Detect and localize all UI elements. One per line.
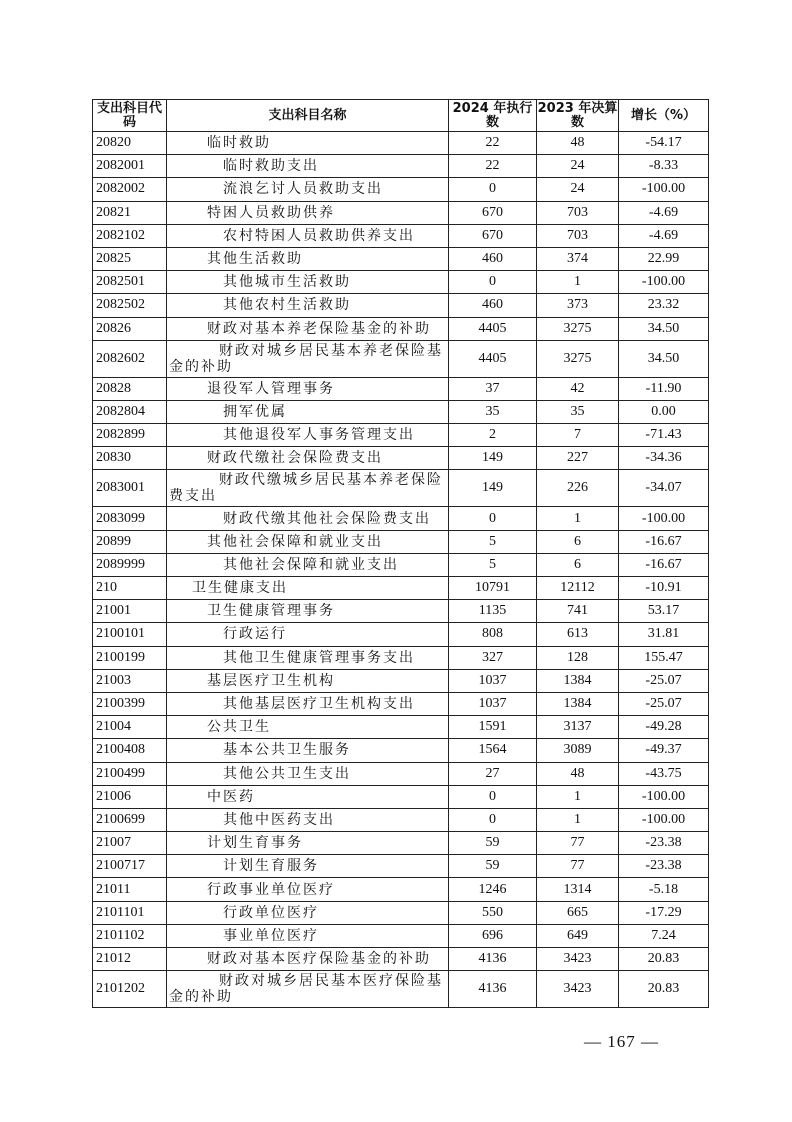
code-cell: 21007 <box>93 832 167 855</box>
table-row <box>93 924 709 947</box>
table-row <box>93 739 709 762</box>
value-2023-cell: 77 <box>537 855 619 878</box>
name-cell: 其他社会保障和就业支出 <box>167 553 449 576</box>
table-row <box>93 155 709 178</box>
growth-cell: 34.50 <box>619 317 709 340</box>
value-2024-cell: 460 <box>449 294 537 317</box>
table-row <box>93 447 709 470</box>
table-row <box>93 553 709 576</box>
value-2024-cell: 4136 <box>449 948 537 971</box>
name-cell: 其他农村生活救助 <box>167 294 449 317</box>
code-cell: 2101102 <box>93 924 167 947</box>
growth-cell: -100.00 <box>619 507 709 530</box>
growth-cell: -23.38 <box>619 832 709 855</box>
value-2023-cell: 703 <box>537 224 619 247</box>
value-2023-cell: 24 <box>537 155 619 178</box>
table-row <box>93 271 709 294</box>
code-cell: 2083099 <box>93 507 167 530</box>
name-cell: 行政事业单位医疗 <box>167 878 449 901</box>
value-2024-cell: 696 <box>449 924 537 947</box>
table-row <box>93 377 709 400</box>
name-cell: 财政代缴城乡居民基本养老保险费支出 <box>167 470 449 507</box>
value-2024-cell: 22 <box>449 155 537 178</box>
value-2024-cell: 0 <box>449 271 537 294</box>
table-row <box>93 530 709 553</box>
growth-cell: -34.36 <box>619 447 709 470</box>
value-2023-cell: 741 <box>537 600 619 623</box>
name-cell: 退役军人管理事务 <box>167 377 449 400</box>
value-2024-cell: 670 <box>449 224 537 247</box>
table-row <box>93 878 709 901</box>
name-cell: 其他卫生健康管理事务支出 <box>167 646 449 669</box>
growth-cell: -100.00 <box>619 271 709 294</box>
value-2024-cell: 5 <box>449 553 537 576</box>
table-row <box>93 855 709 878</box>
value-2023-cell: 48 <box>537 762 619 785</box>
value-2024-cell: 670 <box>449 201 537 224</box>
value-2023-cell: 613 <box>537 623 619 646</box>
value-2023-cell: 35 <box>537 400 619 423</box>
growth-cell: -25.07 <box>619 669 709 692</box>
name-cell: 流浪乞讨人员救助支出 <box>167 178 449 201</box>
table-row <box>93 646 709 669</box>
table-row <box>93 132 709 155</box>
name-cell: 其他中医药支出 <box>167 808 449 831</box>
table-row <box>93 808 709 831</box>
name-cell: 拥军优属 <box>167 400 449 423</box>
value-2023-cell: 3137 <box>537 716 619 739</box>
name-cell: 卫生健康支出 <box>167 577 449 600</box>
header-growth: 增长（%） <box>619 100 709 132</box>
code-cell: 20830 <box>93 447 167 470</box>
value-2024-cell: 4405 <box>449 340 537 377</box>
table-row <box>93 178 709 201</box>
code-cell: 20820 <box>93 132 167 155</box>
value-2024-cell: 35 <box>449 400 537 423</box>
table-body <box>93 132 709 1008</box>
name-cell: 基层医疗卫生机构 <box>167 669 449 692</box>
value-2024-cell: 1037 <box>449 669 537 692</box>
growth-cell: -100.00 <box>619 808 709 831</box>
growth-cell: -54.17 <box>619 132 709 155</box>
header-code: 支出科目代码 <box>93 100 167 132</box>
growth-cell: 34.50 <box>619 340 709 377</box>
growth-cell: -25.07 <box>619 692 709 715</box>
growth-cell: -4.69 <box>619 201 709 224</box>
value-2023-cell: 1 <box>537 808 619 831</box>
code-cell: 21003 <box>93 669 167 692</box>
table-row <box>93 600 709 623</box>
growth-cell: -49.28 <box>619 716 709 739</box>
value-2023-cell: 1 <box>537 507 619 530</box>
growth-cell: -5.18 <box>619 878 709 901</box>
value-2023-cell: 1 <box>537 785 619 808</box>
value-2024-cell: 149 <box>449 447 537 470</box>
name-cell: 其他生活救助 <box>167 247 449 270</box>
value-2023-cell: 128 <box>537 646 619 669</box>
value-2023-cell: 42 <box>537 377 619 400</box>
growth-cell: -23.38 <box>619 855 709 878</box>
value-2023-cell: 226 <box>537 470 619 507</box>
code-cell: 2089999 <box>93 553 167 576</box>
growth-cell: -16.67 <box>619 553 709 576</box>
value-2023-cell: 1384 <box>537 692 619 715</box>
table-row <box>93 716 709 739</box>
code-cell: 210 <box>93 577 167 600</box>
code-cell: 2100399 <box>93 692 167 715</box>
value-2023-cell: 3275 <box>537 317 619 340</box>
code-cell: 2082602 <box>93 340 167 377</box>
name-cell: 财政代缴社会保险费支出 <box>167 447 449 470</box>
value-2023-cell: 1 <box>537 271 619 294</box>
value-2023-cell: 48 <box>537 132 619 155</box>
table-row <box>93 247 709 270</box>
code-cell: 2101101 <box>93 901 167 924</box>
name-cell: 财政代缴其他社会保险费支出 <box>167 507 449 530</box>
value-2023-cell: 6 <box>537 530 619 553</box>
code-cell: 2100199 <box>93 646 167 669</box>
code-cell: 21011 <box>93 878 167 901</box>
code-cell: 20826 <box>93 317 167 340</box>
growth-cell: 22.99 <box>619 247 709 270</box>
table-row <box>93 577 709 600</box>
code-cell: 2101202 <box>93 971 167 1008</box>
growth-cell: 20.83 <box>619 971 709 1008</box>
name-cell: 其他基层医疗卫生机构支出 <box>167 692 449 715</box>
value-2024-cell: 27 <box>449 762 537 785</box>
name-cell: 计划生育服务 <box>167 855 449 878</box>
code-cell: 2100499 <box>93 762 167 785</box>
name-cell: 其他退役军人事务管理支出 <box>167 424 449 447</box>
value-2024-cell: 808 <box>449 623 537 646</box>
growth-cell: 155.47 <box>619 646 709 669</box>
code-cell: 2082804 <box>93 400 167 423</box>
page-number: — 167 — <box>584 1032 659 1051</box>
table-row <box>93 201 709 224</box>
name-cell: 卫生健康管理事务 <box>167 600 449 623</box>
table-row <box>93 692 709 715</box>
growth-cell: -49.37 <box>619 739 709 762</box>
value-2023-cell: 373 <box>537 294 619 317</box>
code-cell: 2083001 <box>93 470 167 507</box>
value-2024-cell: 2 <box>449 424 537 447</box>
growth-cell: -8.33 <box>619 155 709 178</box>
code-cell: 2082002 <box>93 178 167 201</box>
header-2024: 2024 年执行数 <box>449 100 537 132</box>
value-2024-cell: 1564 <box>449 739 537 762</box>
growth-cell: -16.67 <box>619 530 709 553</box>
value-2023-cell: 3423 <box>537 948 619 971</box>
value-2024-cell: 460 <box>449 247 537 270</box>
code-cell: 2082001 <box>93 155 167 178</box>
name-cell: 临时救助 <box>167 132 449 155</box>
value-2023-cell: 3423 <box>537 971 619 1008</box>
table-row <box>93 832 709 855</box>
code-cell: 2082899 <box>93 424 167 447</box>
name-cell: 农村特困人员救助供养支出 <box>167 224 449 247</box>
table-row <box>93 762 709 785</box>
name-cell: 临时救助支出 <box>167 155 449 178</box>
value-2023-cell: 12112 <box>537 577 619 600</box>
growth-cell: 23.32 <box>619 294 709 317</box>
value-2024-cell: 0 <box>449 785 537 808</box>
code-cell: 21012 <box>93 948 167 971</box>
code-cell: 2100101 <box>93 623 167 646</box>
code-cell: 20899 <box>93 530 167 553</box>
name-cell: 公共卫生 <box>167 716 449 739</box>
growth-cell: -43.75 <box>619 762 709 785</box>
value-2024-cell: 1135 <box>449 600 537 623</box>
growth-cell: 53.17 <box>619 600 709 623</box>
code-cell: 2082501 <box>93 271 167 294</box>
code-cell: 2082502 <box>93 294 167 317</box>
name-cell: 其他公共卫生支出 <box>167 762 449 785</box>
name-cell: 财政对城乡居民基本医疗保险基金的补助 <box>167 971 449 1008</box>
value-2023-cell: 24 <box>537 178 619 201</box>
value-2024-cell: 10791 <box>449 577 537 600</box>
value-2023-cell: 374 <box>537 247 619 270</box>
value-2024-cell: 327 <box>449 646 537 669</box>
growth-cell: 20.83 <box>619 948 709 971</box>
table-row <box>93 424 709 447</box>
growth-cell: -100.00 <box>619 785 709 808</box>
value-2024-cell: 4136 <box>449 971 537 1008</box>
table-row <box>93 623 709 646</box>
value-2024-cell: 37 <box>449 377 537 400</box>
value-2023-cell: 227 <box>537 447 619 470</box>
value-2023-cell: 77 <box>537 832 619 855</box>
growth-cell: -71.43 <box>619 424 709 447</box>
value-2024-cell: 1591 <box>449 716 537 739</box>
value-2024-cell: 4405 <box>449 317 537 340</box>
table-row <box>93 400 709 423</box>
table-row <box>93 294 709 317</box>
growth-cell: -10.91 <box>619 577 709 600</box>
code-cell: 2100699 <box>93 808 167 831</box>
value-2023-cell: 6 <box>537 553 619 576</box>
value-2023-cell: 649 <box>537 924 619 947</box>
table-row <box>93 785 709 808</box>
value-2023-cell: 665 <box>537 901 619 924</box>
growth-cell: 31.81 <box>619 623 709 646</box>
name-cell: 中医药 <box>167 785 449 808</box>
value-2024-cell: 5 <box>449 530 537 553</box>
name-cell: 特困人员救助供养 <box>167 201 449 224</box>
code-cell: 2082102 <box>93 224 167 247</box>
header-name: 支出科目名称 <box>167 100 449 132</box>
code-cell: 2100717 <box>93 855 167 878</box>
value-2024-cell: 59 <box>449 855 537 878</box>
value-2023-cell: 703 <box>537 201 619 224</box>
header-2023: 2023 年决算数 <box>537 100 618 130</box>
name-cell: 基本公共卫生服务 <box>167 739 449 762</box>
value-2024-cell: 550 <box>449 901 537 924</box>
value-2023-cell: 7 <box>537 424 619 447</box>
value-2023-cell: 1314 <box>537 878 619 901</box>
growth-cell: 0.00 <box>619 400 709 423</box>
value-2024-cell: 0 <box>449 808 537 831</box>
value-2024-cell: 22 <box>449 132 537 155</box>
code-cell: 20828 <box>93 377 167 400</box>
code-cell: 21004 <box>93 716 167 739</box>
value-2024-cell: 0 <box>449 507 537 530</box>
growth-cell: -11.90 <box>619 377 709 400</box>
name-cell: 事业单位医疗 <box>167 924 449 947</box>
name-cell: 财政对城乡居民基本养老保险基金的补助 <box>167 340 449 377</box>
table-row <box>93 901 709 924</box>
value-2023-cell: 1384 <box>537 669 619 692</box>
table-row <box>93 669 709 692</box>
budget-table <box>92 99 709 1008</box>
name-cell: 其他城市生活救助 <box>167 271 449 294</box>
value-2024-cell: 1246 <box>449 878 537 901</box>
code-cell: 20821 <box>93 201 167 224</box>
value-2024-cell: 59 <box>449 832 537 855</box>
name-cell: 其他社会保障和就业支出 <box>167 530 449 553</box>
name-cell: 行政运行 <box>167 623 449 646</box>
table-row <box>93 470 709 507</box>
table-row <box>93 340 709 377</box>
name-cell: 行政单位医疗 <box>167 901 449 924</box>
name-cell: 计划生育事务 <box>167 832 449 855</box>
value-2024-cell: 0 <box>449 178 537 201</box>
table-row <box>93 971 709 1008</box>
name-cell: 财政对基本养老保险基金的补助 <box>167 317 449 340</box>
growth-cell: -4.69 <box>619 224 709 247</box>
value-2023-cell: 3089 <box>537 739 619 762</box>
value-2024-cell: 149 <box>449 470 537 507</box>
value-2024-cell: 1037 <box>449 692 537 715</box>
growth-cell: -100.00 <box>619 178 709 201</box>
header-row <box>93 100 709 132</box>
table-row <box>93 317 709 340</box>
code-cell: 2100408 <box>93 739 167 762</box>
growth-cell: 7.24 <box>619 924 709 947</box>
table-row <box>93 507 709 530</box>
name-cell: 财政对基本医疗保险基金的补助 <box>167 948 449 971</box>
table-row <box>93 948 709 971</box>
growth-cell: -17.29 <box>619 901 709 924</box>
growth-cell: -34.07 <box>619 470 709 507</box>
code-cell: 21001 <box>93 600 167 623</box>
value-2023-cell: 3275 <box>537 340 619 377</box>
code-cell: 21006 <box>93 785 167 808</box>
table-row <box>93 224 709 247</box>
code-cell: 20825 <box>93 247 167 270</box>
